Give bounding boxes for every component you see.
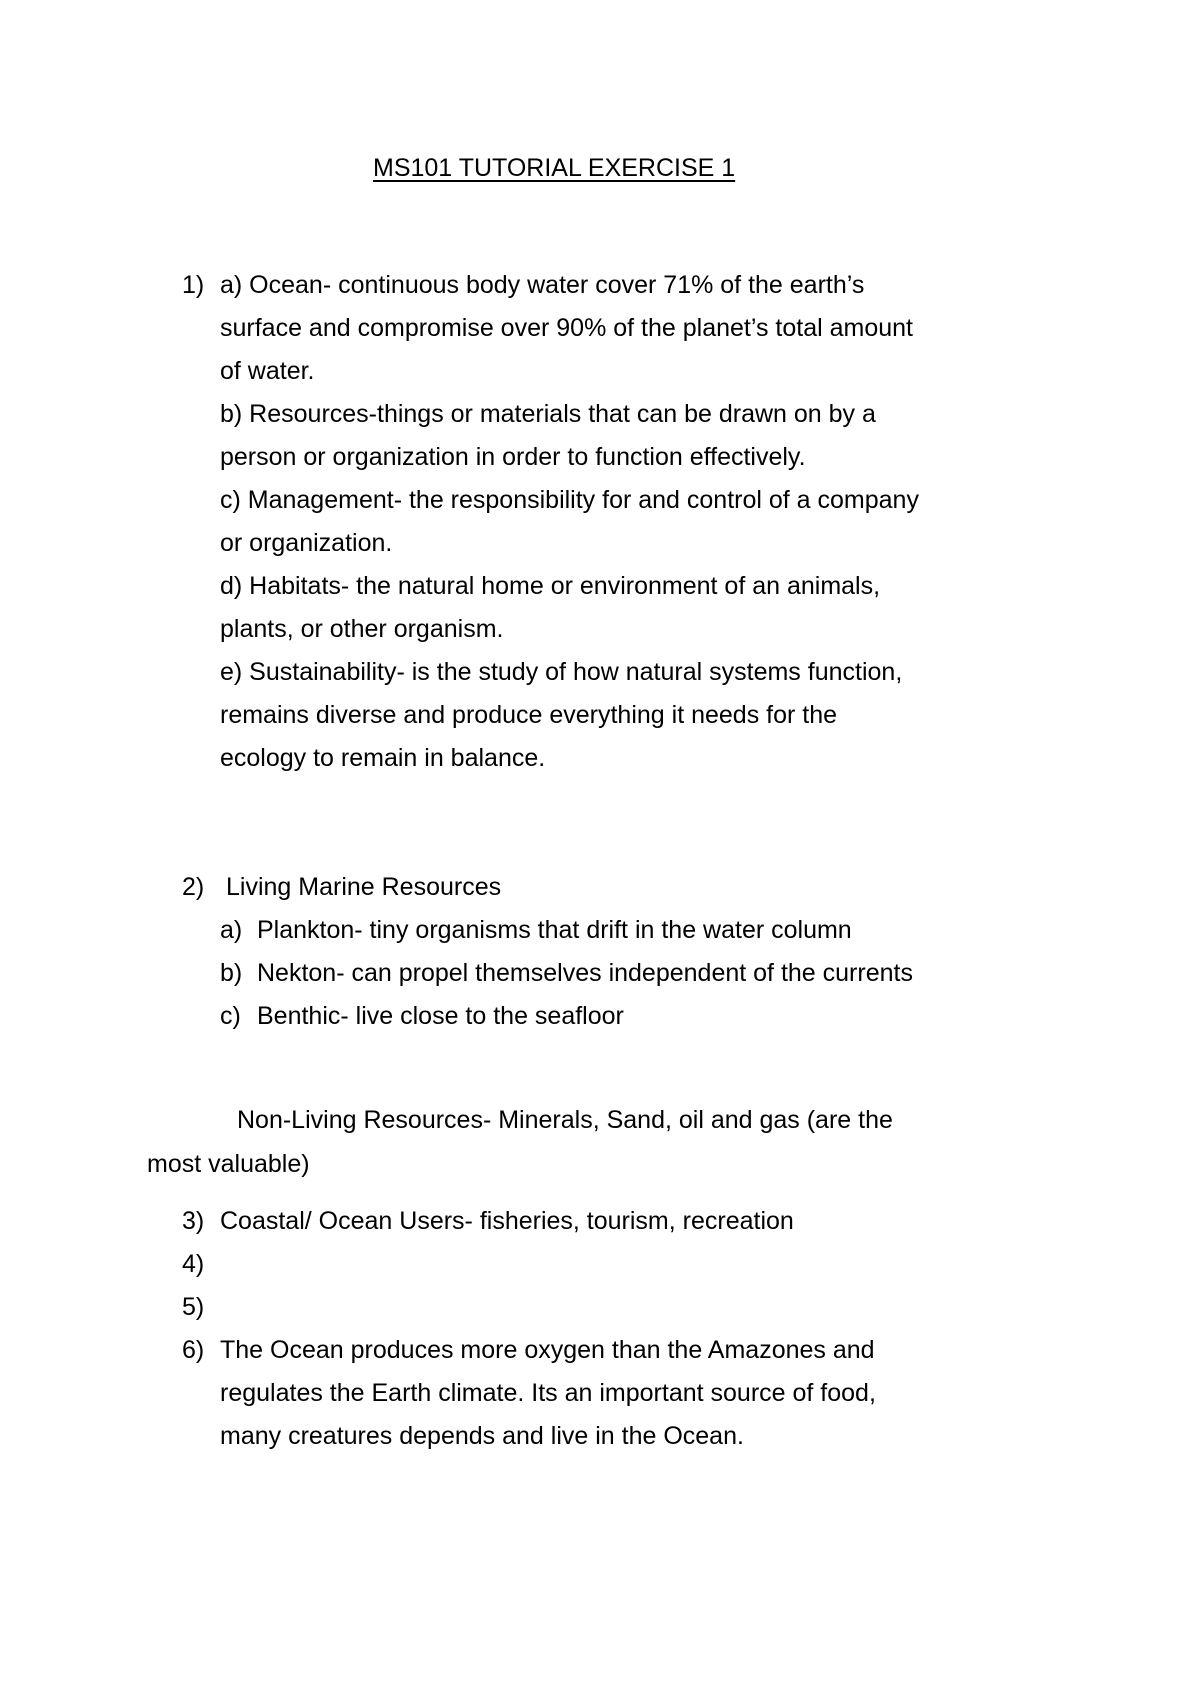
non-living-line-2: most valuable) <box>147 1150 310 1178</box>
q2-item-c-marker: c) <box>220 1002 241 1030</box>
question-6-number: 6) <box>182 1336 205 1364</box>
q2-heading: Living Marine Resources <box>226 873 502 901</box>
q1-line-8: d) Habitats- the natural home or environment of an animals, <box>220 572 881 600</box>
page-title: MS101 TUTORIAL EXERCISE 1 <box>373 154 736 182</box>
q1-line-11: remains diverse and produce everything it needs for the <box>220 701 838 729</box>
question-4-number: 4) <box>182 1250 205 1278</box>
q3-text: Coastal/ Ocean Users- fisheries, tourism, recreation <box>220 1207 794 1235</box>
q2-item-a-marker: a) <box>220 916 243 944</box>
q1-line-7: or organization. <box>220 529 393 557</box>
q2-item-c-text: Benthic- live close to the seafloor <box>257 1002 624 1030</box>
q2-item-a-text: Plankton- tiny organisms that drift in the water column <box>257 916 852 944</box>
q1-line-3: of water. <box>220 357 315 385</box>
question-5-number: 5) <box>182 1293 205 1321</box>
q6-line-2: regulates the Earth climate. Its an important source of food, <box>220 1379 876 1407</box>
question-1-number: 1) <box>182 271 205 299</box>
q2-item-b-text: Nekton- can propel themselves independent of the currents <box>257 959 913 987</box>
q1-line-4: b) Resources-things or materials that can be drawn on by a <box>220 400 876 428</box>
q1-line-1: a) Ocean- continuous body water cover 71% of the earth’s <box>220 271 865 299</box>
q1-line-6: c) Management- the responsibility for and control of a company <box>220 486 919 514</box>
q1-line-9: plants, or other organism. <box>220 615 504 643</box>
q1-line-12: ecology to remain in balance. <box>220 744 546 772</box>
q1-line-2: surface and compromise over 90% of the planet’s total amount <box>220 314 913 342</box>
question-3-number: 3) <box>182 1207 205 1235</box>
question-2-number: 2) <box>182 873 205 901</box>
q6-line-1: The Ocean produces more oxygen than the Amazones and <box>220 1336 875 1364</box>
q1-line-10: e) Sustainability- is the study of how natural systems function, <box>220 658 903 686</box>
q1-line-5: person or organization in order to function effectively. <box>220 443 806 471</box>
non-living-line-1: Non-Living Resources- Minerals, Sand, oil and gas (are the <box>237 1106 893 1134</box>
q6-line-3: many creatures depends and live in the Ocean. <box>220 1422 744 1450</box>
q2-item-b-marker: b) <box>220 959 243 987</box>
